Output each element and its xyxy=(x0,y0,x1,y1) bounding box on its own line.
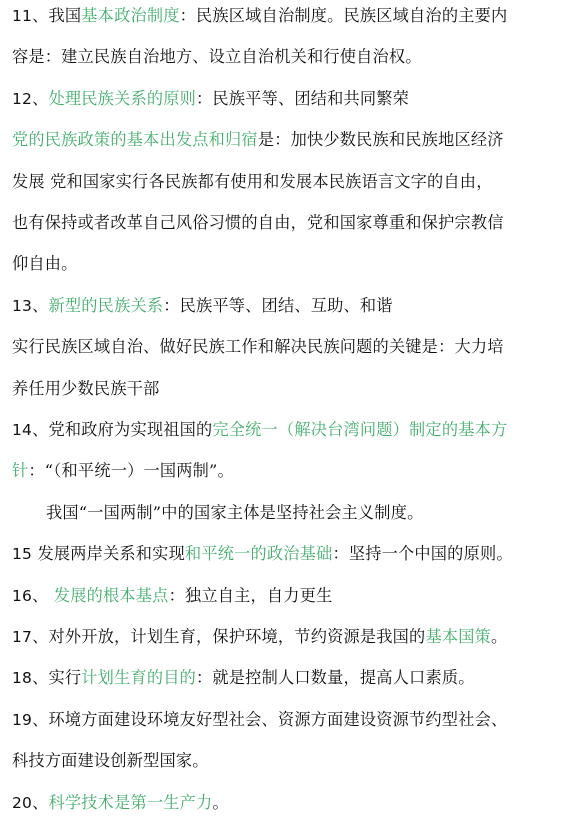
item-number: 16 xyxy=(12,586,33,605)
highlighted-term: 党的民族政策的基本出发点和归宿 xyxy=(12,130,258,150)
highlighted-term: 计划生育的目的 xyxy=(81,668,197,688)
body-text: 发展两岸关系和实现 xyxy=(32,544,185,564)
text-line xyxy=(12,45,581,69)
body-text: 是：加快少数民族和民族地区经济 xyxy=(257,130,504,150)
body-text: 实行民族区域自治、做好民族工作和解决民族问题的关键是：大力培 xyxy=(12,337,504,357)
item-number: 17 xyxy=(12,628,33,646)
text-line xyxy=(12,459,581,483)
highlighted-term: 新型的民族关系 xyxy=(48,295,164,315)
text-line xyxy=(12,418,581,442)
highlighted-term: 完全统一（解决台湾问题）制定的基本方 xyxy=(212,420,508,439)
body-text: 发展 党和国家实行各民族都有使用和发展本民族语言文字的自由， xyxy=(12,171,493,191)
text-line xyxy=(12,335,581,359)
item-number: 20 xyxy=(12,793,33,812)
body-text: ：民族区域自治制度。民族区域自治的主要内 xyxy=(179,6,508,25)
text-line xyxy=(12,791,581,815)
highlighted-term: 和平统一的政治基础 xyxy=(184,544,333,564)
body-text: ：“（和平统一）一国两制”。 xyxy=(28,461,234,481)
text-line xyxy=(12,542,581,566)
body-text: 、党和政府为实现祖国的 xyxy=(32,420,213,439)
text-line xyxy=(12,87,581,111)
highlighted-term: 针 xyxy=(12,461,29,481)
body-text: 科技方面建设创新型国家。 xyxy=(12,751,209,771)
body-text: 、 xyxy=(32,295,49,315)
item-number: 19 xyxy=(12,710,33,729)
highlighted-term: 发展的根本基点 xyxy=(53,585,169,605)
item-number: 18 xyxy=(12,669,33,688)
text-line xyxy=(12,584,581,608)
text-line xyxy=(46,501,581,525)
highlighted-term: 基本政治制度 xyxy=(81,6,180,25)
body-text: ：坚持一个中国的原则。 xyxy=(332,544,513,564)
item-number: 12 xyxy=(12,89,33,108)
text-line xyxy=(12,294,581,318)
text-line xyxy=(12,749,581,773)
item-number: 13 xyxy=(12,296,33,315)
body-text: 、环境方面建设环境友好型社会、资源方面建设资源节约型社会、 xyxy=(32,709,508,729)
text-line xyxy=(12,708,581,732)
body-text: ：民族平等、团结、互助、和谐 xyxy=(163,295,393,315)
highlighted-term: 处理民族关系的原则 xyxy=(48,88,197,108)
body-text: 也有保持或者改革自己风俗习惯的自由，党和国家尊重和保护宗教信 xyxy=(12,213,504,232)
body-text: 。 xyxy=(491,627,508,646)
body-text: ：就是控制人口数量，提高人口素质。 xyxy=(196,668,475,688)
body-text: 我国“一国两制”中的国家主体是坚持社会主义制度。 xyxy=(46,502,424,522)
text-line xyxy=(12,211,581,235)
item-number: 14 xyxy=(12,421,33,439)
body-text: 。 xyxy=(212,792,229,812)
body-text: 、我国 xyxy=(32,6,82,25)
body-text: 养任用少数民族干部 xyxy=(12,378,160,398)
body-text: 、 xyxy=(32,792,49,812)
body-text: 、 xyxy=(32,585,54,605)
body-text: 仰自由。 xyxy=(12,254,78,274)
highlighted-term: 科学技术是第一生产力 xyxy=(48,792,213,812)
item-number: 15 xyxy=(12,545,33,564)
body-text: ：独立自主，自力更生 xyxy=(168,585,333,605)
body-text: 容是：建立民族自治地方、设立自治机关和行使自治权。 xyxy=(12,47,422,67)
text-line xyxy=(12,170,581,194)
item-number: 11 xyxy=(12,7,33,25)
text-line xyxy=(12,252,581,276)
highlighted-term: 基本国策 xyxy=(425,627,491,646)
text-line xyxy=(12,128,581,152)
body-text: ：民族平等、团结和共同繁荣 xyxy=(196,88,410,108)
text-line xyxy=(12,666,581,690)
body-text: 、实行 xyxy=(32,668,82,688)
body-text: 、 xyxy=(32,88,49,108)
text-line xyxy=(12,625,581,649)
body-text: 、对外开放，计划生育，保护环境，节约资源是我国的 xyxy=(32,627,426,646)
text-line xyxy=(12,4,581,28)
text-line xyxy=(12,377,581,401)
